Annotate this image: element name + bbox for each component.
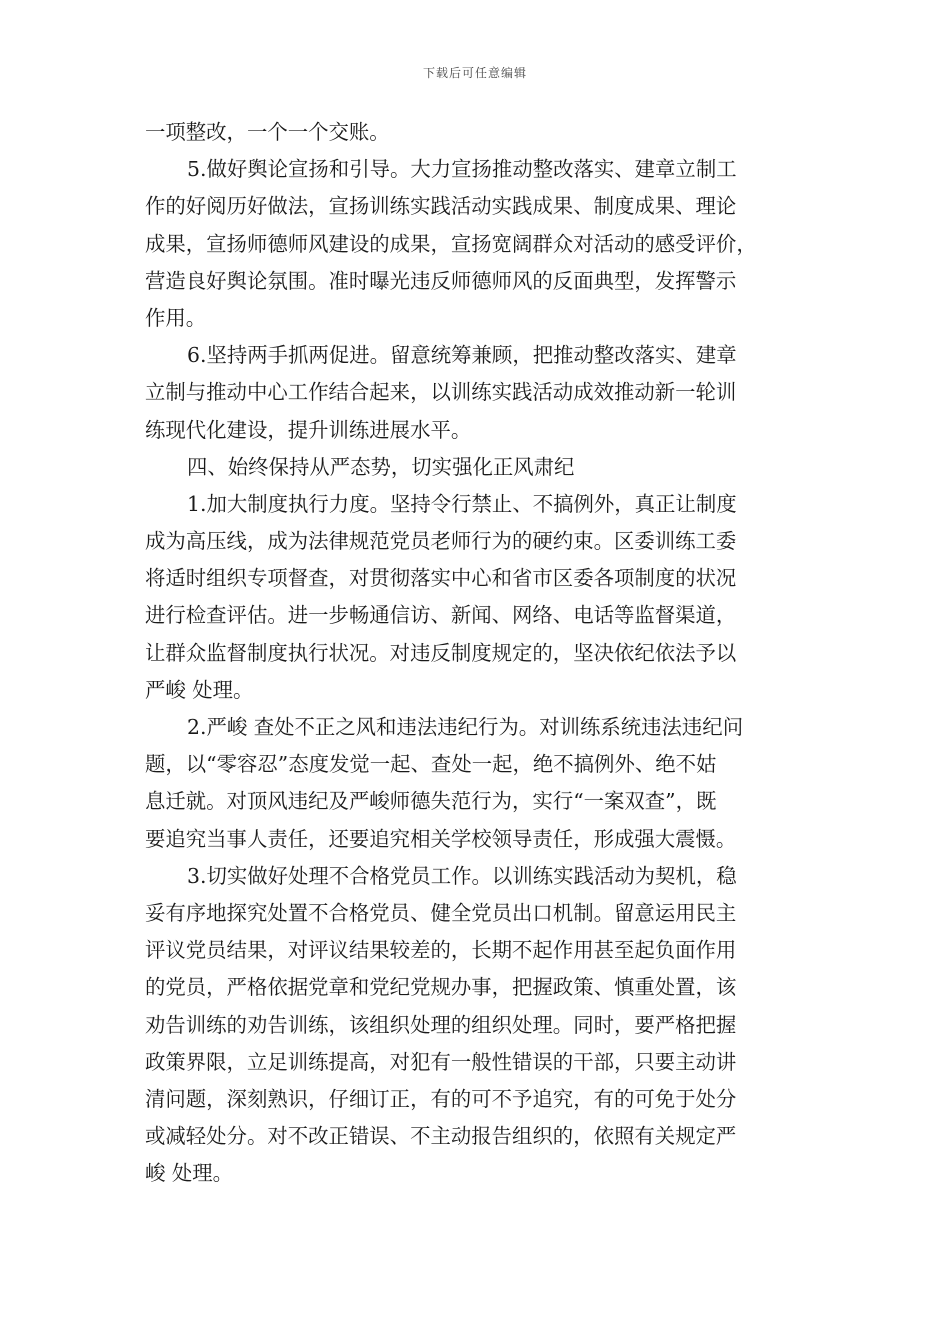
text-line: 或减轻处分。对不改正错误、不主动报告组织的，依照有关规定严 bbox=[145, 1124, 737, 1149]
text-line: 评议党员结果，对评议结果较差的，长期不起作用甚至起负面作用 bbox=[145, 938, 737, 963]
text-line: 2.严峻 查处不正之风和违法违纪行为。对训练系统违法违纪问 bbox=[187, 715, 744, 739]
text-line: 政策界限，立足训练提高，对犯有一般性错误的干部，只要主动讲 bbox=[145, 1049, 737, 1074]
text-line: 1.加大制度执行力度。坚持令行禁止、不搞例外，真正让制度 bbox=[187, 491, 737, 516]
text-line: 3.切实做好处理不合格党员工作。以训练实践活动为契机，稳 bbox=[187, 863, 737, 888]
text-line: 让群众监督制度执行状况。对违反制度规定的，坚决依纪依法予以 bbox=[145, 640, 737, 665]
text-line: 5.做好舆论宣扬和引导。大力宣扬推动整改落实、建章立制工 bbox=[187, 157, 737, 182]
text-line: 息迁就。对顶风违纪及严峻师德失范行为，实行“一案双查”，既 bbox=[145, 789, 717, 814]
text-line: 成果，宣扬师德师风建设的成果，宣扬宽阔群众对活动的感受评价， bbox=[145, 231, 757, 256]
text-line: 严峻 处理。 bbox=[145, 677, 254, 702]
text-line: 将适时组织专项督查，对贯彻落实中心和省市区委各项制度的状况 bbox=[145, 566, 737, 591]
text-line: 练现代化建设，提升训练进展水平。 bbox=[145, 417, 472, 442]
text-line: 四、始终保持从严态势，切实强化正风肃纪 bbox=[187, 454, 575, 479]
text-line: 一项整改，一个一个交账。 bbox=[145, 120, 390, 144]
text-line: 成为高压线，成为法律规范党员老师行为的硬约束。区委训练工委 bbox=[145, 529, 737, 554]
document-body bbox=[145, 114, 810, 1192]
page-header: 下载后可任意编辑 bbox=[422, 66, 527, 80]
text-line: 作用。 bbox=[145, 305, 207, 330]
text-line: 题，以“零容忍”态度发觉一起、查处一起，绝不搞例外、绝不姑 bbox=[145, 752, 717, 777]
text-line: 营造良好舆论氛围。准时曝光违反师德师风的反面典型，发挥警示 bbox=[145, 268, 737, 293]
text-line: 立制与推动中心工作结合起来，以训练实践活动成效推动新一轮训 bbox=[145, 380, 737, 405]
text-line: 劝告训练的劝告训练，该组织处理的组织处理。同时，要严格把握 bbox=[145, 1012, 737, 1037]
text-line: 峻 处理。 bbox=[145, 1161, 234, 1186]
text-line: 妥有序地探究处置不合格党员、健全党员出口机制。留意运用民主 bbox=[145, 900, 737, 925]
text-line: 清问题，深刻熟识，仔细订正，有的可不予追究，有的可免于处分 bbox=[145, 1086, 737, 1111]
text-line: 6.坚持两手抓两促进。留意统筹兼顾，把推动整改落实、建章 bbox=[187, 343, 737, 368]
text-line: 作的好阅历好做法，宣扬训练实践活动实践成果、制度成果、理论 bbox=[145, 194, 737, 219]
text-line: 要追究当事人责任，还要追究相关学校领导责任，形成强大震慑。 bbox=[145, 826, 737, 851]
text-line: 进行检查评估。进一步畅通信访、新闻、网络、电话等监督渠道， bbox=[145, 603, 737, 628]
text-line: 的党员，严格依据党章和党纪党规办事，把握政策、慎重处置，该 bbox=[145, 975, 737, 1000]
